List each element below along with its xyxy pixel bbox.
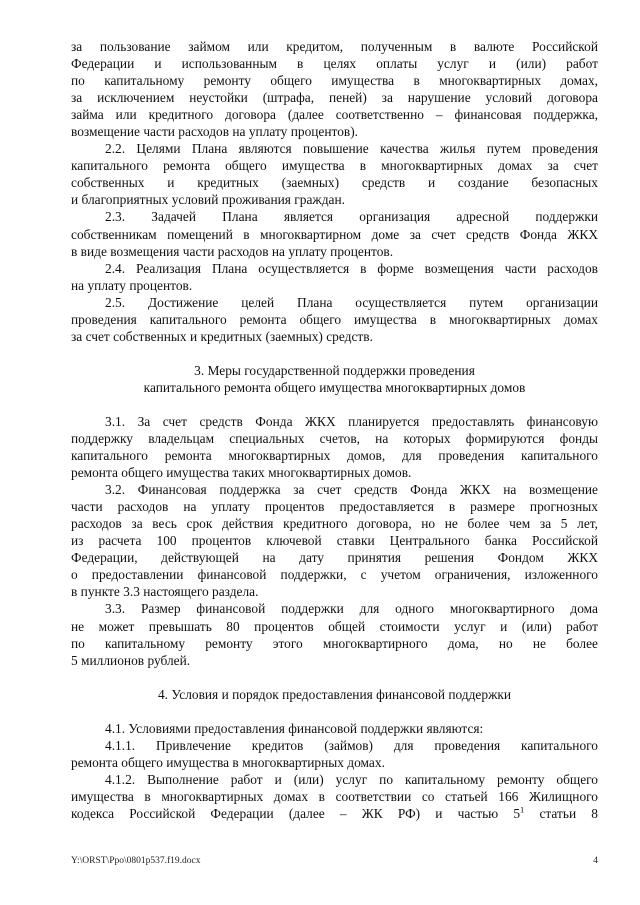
- paragraph-line: 2.2. Целями Плана являются повышение качества жилья путем проведения: [105, 141, 598, 157]
- paragraph-line: 3.2. Финансовая поддержка за счет средств Фонда ЖКХ на возмещение: [105, 482, 598, 498]
- paragraph-line: собственных и кредитных (заемных) средств и создание безопасных: [71, 175, 598, 191]
- paragraph-line: части расходов на уплату процентов предоставляется в размере прогнозных: [71, 499, 598, 515]
- paragraph-line: 4.1.1. Привлечение кредитов (займов) для проведения капитального: [105, 737, 598, 753]
- paragraph-line: поддержку владельцам специальных счетов, на которых формируются фонды: [71, 430, 598, 446]
- paragraph-line: капитального ремонта многоквартирных домов, для проведения капитального: [71, 448, 598, 464]
- paragraph-line: из расчета 100 процентов ключевой ставки Центрального банка Российской: [71, 533, 598, 549]
- file-path: Y:\ORST\Ppo\0801p537.f19.docx: [71, 856, 201, 866]
- paragraph-line: на уплату процентов.: [71, 277, 193, 293]
- paragraph-line: 5 миллионов рублей.: [71, 652, 191, 668]
- paragraph-line: 2.3. Задачей Плана является организация адресной поддержки: [105, 209, 598, 225]
- section4-body: [71, 720, 598, 805]
- paragraph-line: 2.5. Достижение целей Плана осуществляется путем организации: [105, 294, 598, 310]
- paragraph-line: в пункте 3.3 настоящего раздела.: [71, 584, 259, 600]
- document-body: [71, 38, 598, 822]
- paragraph-line: 4.1. Условиями предоставления финансовой поддержки являются:: [105, 720, 484, 736]
- paragraph-line: капитального ремонта общего имущества в многоквартирных домах за счет: [71, 158, 598, 174]
- paragraph-line: проведения капитального ремонта общего имущества в многоквартирных домах: [71, 311, 598, 327]
- paragraph-line: за счет собственных и кредитных (заемных) средств.: [71, 328, 373, 344]
- paragraph-line: Федерации, действующей на дату принятия решения Фондом ЖКХ: [71, 550, 598, 566]
- paragraph-line: 4.1.2. Выполнение работ и (или) услуг по капитальному ремонту общего: [105, 771, 598, 787]
- paragraph-line: имущества в многоквартирных домах в соответствии со статьей 166 Жилищного: [71, 788, 598, 804]
- paragraph-line: собственникам помещений в многоквартирном доме за счет средств Фонда ЖКХ: [71, 226, 598, 242]
- paragraph-line: и благоприятных условий проживания граждан.: [71, 192, 345, 208]
- paragraph-line: в виде возмещения части расходов на уплату процентов.: [71, 243, 394, 259]
- line-text: статьи 8: [524, 805, 598, 821]
- section3-body: [71, 413, 598, 669]
- paragraph-line: не может превышать 80 процентов общей стоимости услуг и (или) работ: [71, 618, 598, 634]
- section3-heading-line: 3. Меры государственной поддержки проведения: [194, 362, 475, 378]
- section2-continuation: [71, 38, 598, 345]
- page-number: 4: [593, 856, 598, 866]
- paragraph-line: за исключением неустойки (штрафа, пеней) за нарушение условий договора: [71, 90, 598, 106]
- paragraph-line: ремонта общего имущества таких многоквартирных домов.: [71, 465, 412, 481]
- page-footer: [71, 856, 598, 866]
- section3-heading-line: капитального ремонта общего имущества многоквартирных домов: [143, 379, 526, 395]
- paragraph-line: 2.4. Реализация Плана осуществляется в форме возмещения части расходов: [105, 260, 598, 276]
- paragraph-line: возмещение части расходов на уплату процентов).: [71, 124, 359, 140]
- section3-heading: [71, 362, 598, 396]
- paragraph-line: по капитальному ремонту этого многоквартирного дома, но не более: [71, 635, 598, 651]
- paragraph-line: по капитальному ремонту общего имущества в многоквартирных домах,: [71, 73, 598, 89]
- paragraph-line: Федерации и использованным в целях оплаты услуг и (или) работ: [71, 56, 598, 72]
- paragraph-line: [71, 805, 598, 822]
- superscript: 1: [520, 804, 525, 815]
- line-text: кодекса Российской Федерации (далее – ЖК РФ) и частью 5: [71, 805, 521, 821]
- section4-heading: 4. Условия и порядок предоставления финансовой поддержки: [157, 686, 511, 702]
- paragraph-line: о предоставлении финансовой поддержки, с учетом ограничения, изложенного: [71, 567, 598, 583]
- paragraph-line: 3.3. Размер финансовой поддержки для одного многоквартирного дома: [105, 601, 598, 617]
- paragraph-line: за пользование займом или кредитом, полученным в валюте Российской: [71, 39, 598, 54]
- paragraph-line: 3.1. За счет средств Фонда ЖКХ планируется предоставлять финансовую: [105, 413, 598, 429]
- paragraph-line: расходов за весь срок действия кредитного договора, но не более чем за 5 лет,: [71, 516, 598, 532]
- paragraph-line: ремонта общего имущества в многоквартирных домах.: [71, 754, 385, 770]
- paragraph-line: займа или кредитного договора (далее соответственно – финансовая поддержка,: [71, 107, 598, 123]
